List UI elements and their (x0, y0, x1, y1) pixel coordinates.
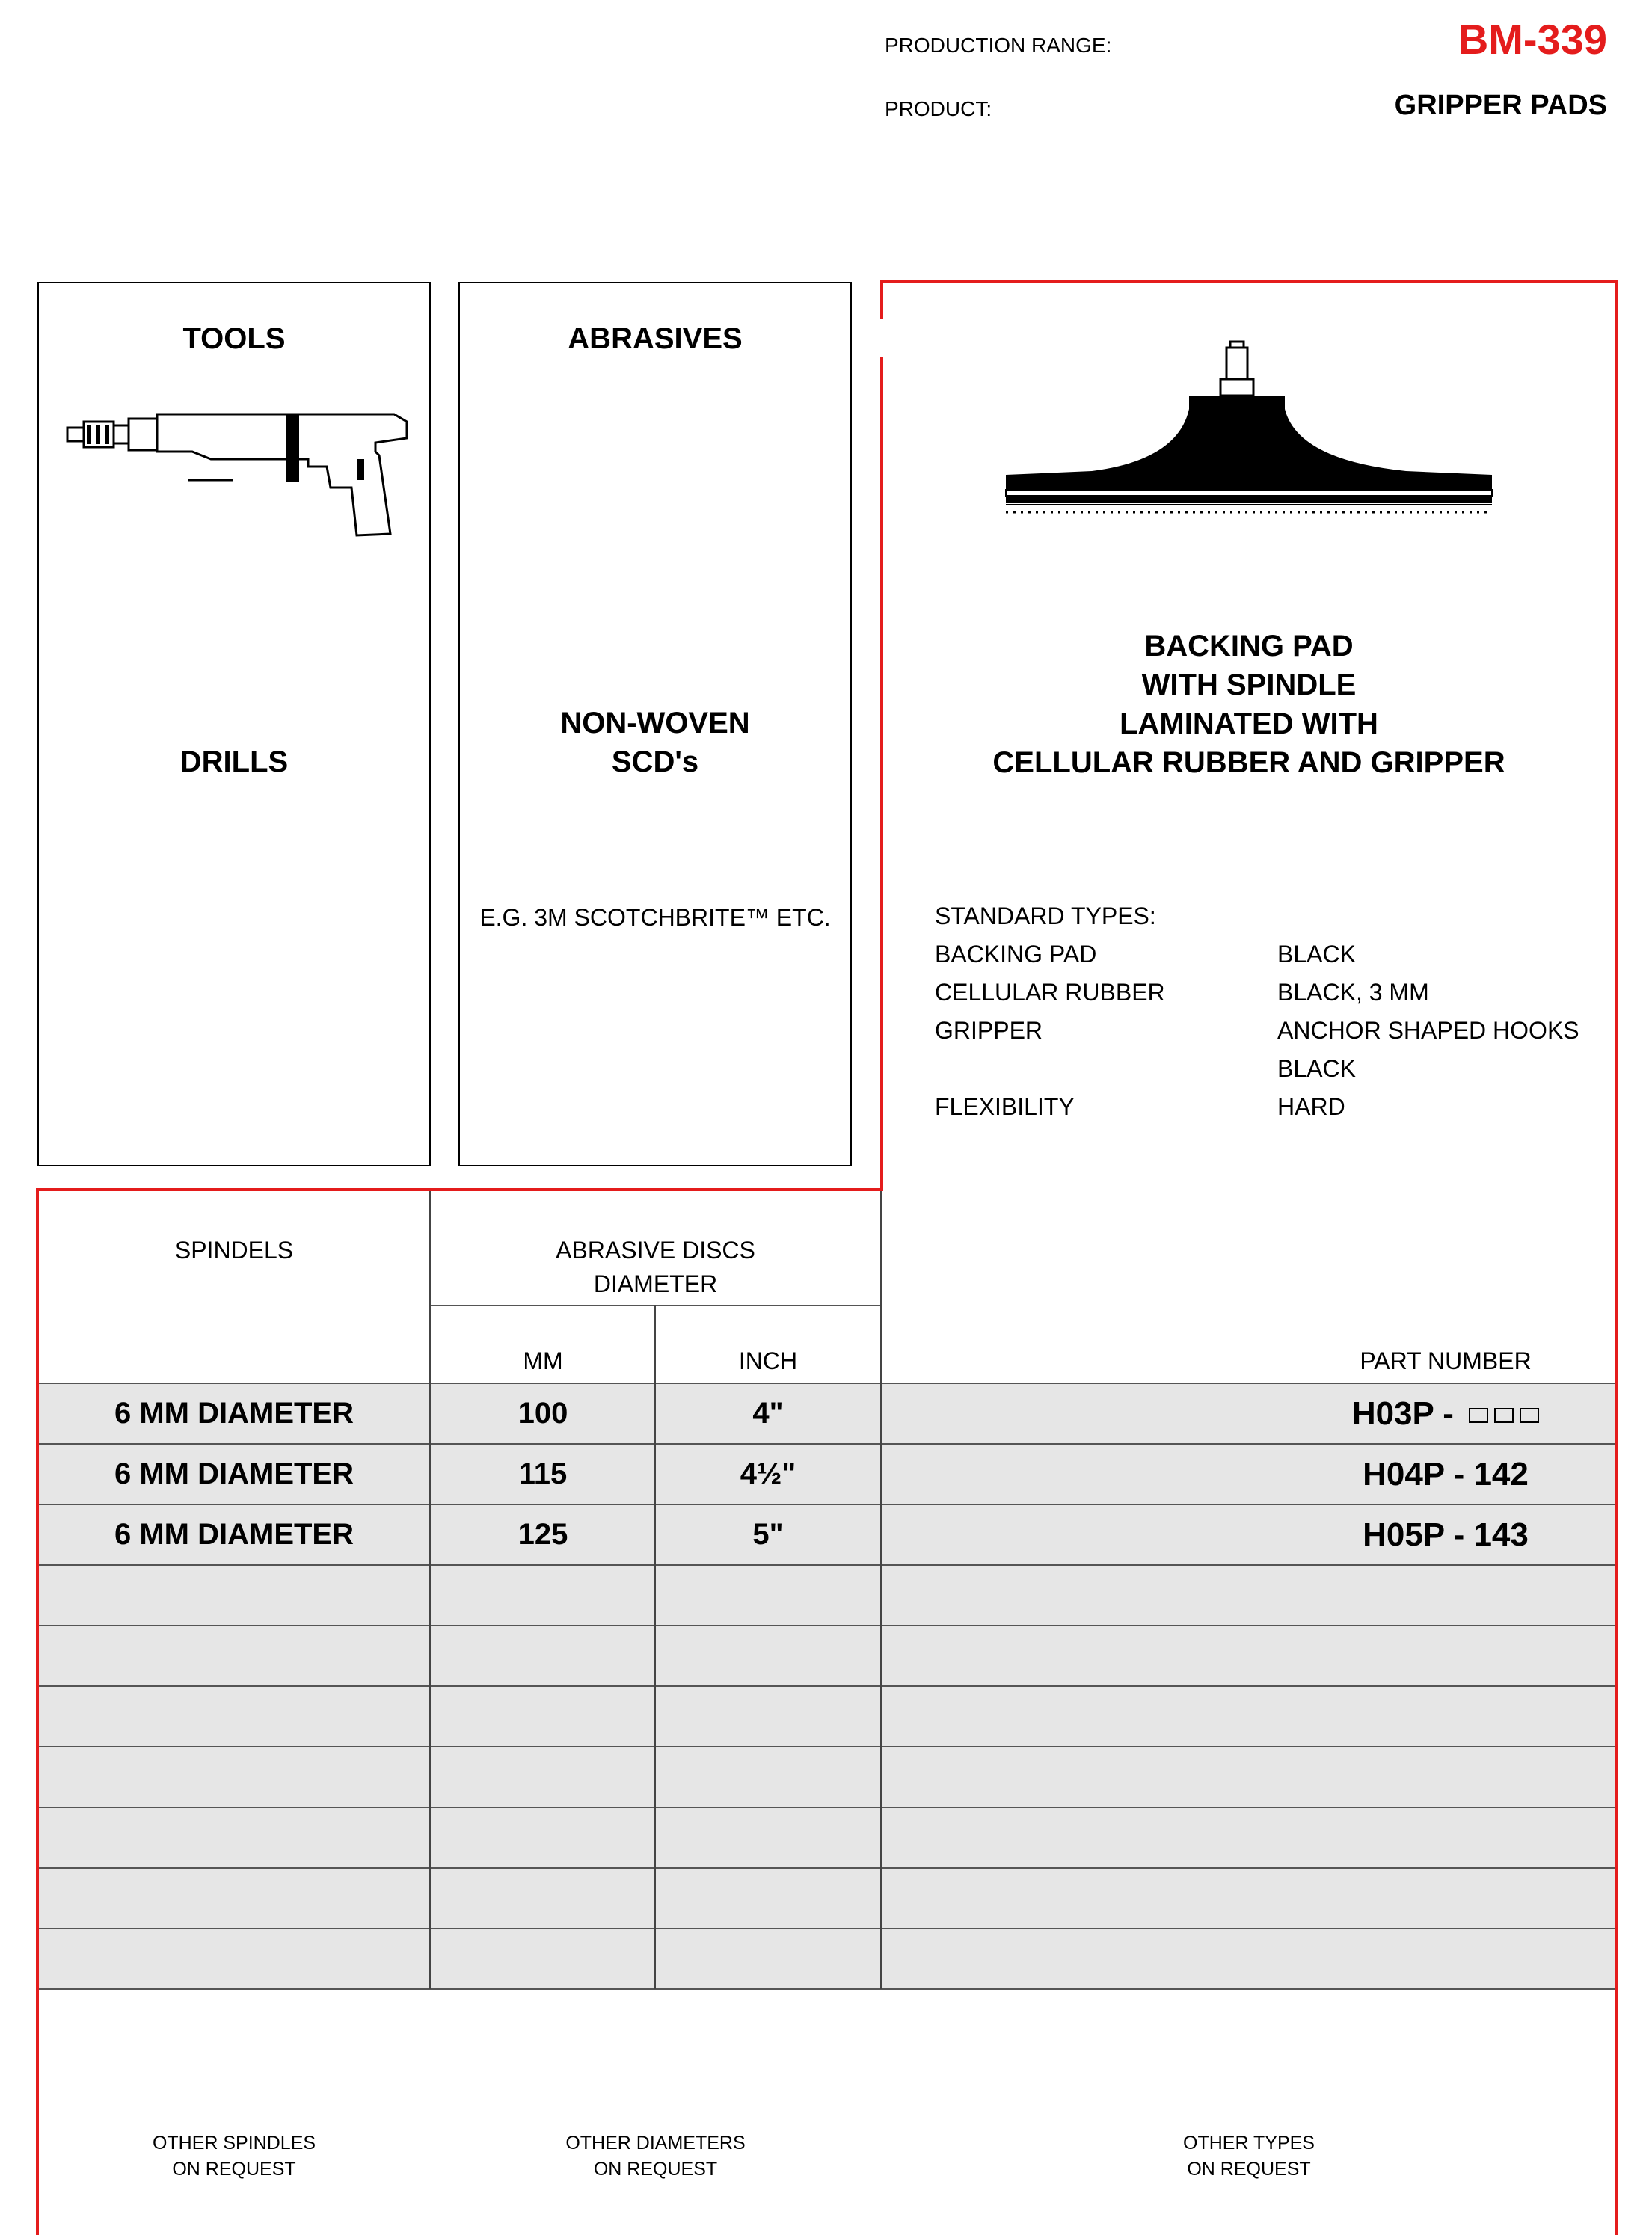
grid-line (39, 1685, 1615, 1687)
grid-line (39, 1746, 1615, 1747)
table-row (39, 1868, 1615, 1928)
frame-inner-left-upper (880, 280, 883, 319)
cell-spindle: 6 MM DIAMETER (114, 1397, 354, 1430)
drill-icon (61, 399, 450, 541)
product-desc-line2: WITH SPINDLE (1141, 668, 1357, 701)
cell-inch: 4" (752, 1397, 784, 1430)
abrasives-line1: NON-WOVEN (560, 707, 750, 740)
col-header-mm: MM (523, 1347, 563, 1374)
col-header-part: PART NUMBER (1360, 1347, 1532, 1374)
part-number-text: H03P - (1351, 1395, 1464, 1432)
col-header-discs-line1: ABRASIVE DISCS (556, 1237, 755, 1264)
cell-part: H04P - 142 (1363, 1456, 1529, 1492)
placeholder-box-icon (1494, 1408, 1514, 1423)
cell-mm: 115 (518, 1457, 568, 1490)
spec-label: CELLULAR RUBBER (935, 979, 1165, 1006)
table-row (39, 1747, 1615, 1807)
grid-line (39, 1928, 1615, 1929)
spec-label: BACKING PAD (935, 941, 1097, 968)
cell-part: H05P - 143 (1363, 1516, 1529, 1553)
cell-inch: 4½" (740, 1457, 796, 1490)
placeholder-box-icon (1469, 1408, 1488, 1423)
footer-spindles-line1: OTHER SPINDLES (152, 2133, 316, 2153)
product-name: GRIPPER PADS (1394, 90, 1607, 121)
table-row (39, 1928, 1615, 1989)
grid-vline (880, 1383, 882, 1989)
cell-mm: 100 (518, 1397, 568, 1430)
footer-types-line1: OTHER TYPES (1183, 2133, 1315, 2153)
cell-mm: 125 (518, 1518, 568, 1551)
header-vline-1 (429, 1191, 431, 1383)
spec-value: ANCHOR SHAPED HOOKS (1277, 1017, 1579, 1044)
col-header-inch: INCH (738, 1347, 798, 1374)
standard-types-label: STANDARD TYPES: (935, 903, 1156, 929)
table-row (39, 1807, 1615, 1868)
header-vline-3 (880, 1191, 882, 1383)
cell-spindle: 6 MM DIAMETER (114, 1518, 354, 1551)
placeholder-box-icon (1520, 1408, 1539, 1423)
table-row (39, 1686, 1615, 1747)
product-desc-line1: BACKING PAD (1144, 630, 1354, 662)
cell-part (1271, 1383, 1620, 1444)
cell-spindle: 6 MM DIAMETER (114, 1457, 354, 1490)
abrasives-title: ABRASIVES (568, 322, 743, 355)
spec-value: BLACK, 3 MM (1277, 979, 1429, 1006)
production-range-label: PRODUCTION RANGE: (885, 34, 1112, 57)
abrasives-line2: SCD's (611, 745, 699, 778)
table-row (39, 1565, 1615, 1626)
abrasives-example: E.G. 3M SCOTCHBRITE™ ETC. (479, 904, 831, 931)
tools-panel (37, 282, 431, 1166)
frame-middle (36, 1188, 883, 1191)
col-header-spindels: SPINDELS (174, 1237, 294, 1264)
header-vline-2 (654, 1305, 656, 1383)
product-desc-line3: LAMINATED WITH (1120, 707, 1378, 740)
spec-value: BLACK (1277, 941, 1356, 968)
footer-spindles-line2: ON REQUEST (172, 2159, 296, 2180)
footer-diameters-line2: ON REQUEST (593, 2159, 718, 2180)
grid-line (39, 1867, 1615, 1869)
spec-label: GRIPPER (935, 1017, 1043, 1044)
cell-inch: 5" (752, 1518, 784, 1551)
footer-diameters-line1: OTHER DIAMETERS (565, 2133, 746, 2153)
spec-value: HARD (1277, 1093, 1345, 1120)
spec-value: BLACK (1277, 1055, 1356, 1082)
col-header-discs-line2: DIAMETER (593, 1270, 718, 1297)
abrasives-panel (458, 282, 852, 1166)
grid-line (39, 1625, 1615, 1626)
production-range-code: BM-339 (1458, 16, 1607, 63)
product-desc-line4: CELLULAR RUBBER AND GRIPPER (992, 746, 1505, 779)
tools-name: DRILLS (179, 745, 289, 778)
product-label: PRODUCT: (885, 97, 992, 120)
grid-line (39, 1807, 1615, 1808)
grid-line (39, 1988, 1615, 1990)
frame-top (880, 280, 1618, 283)
footer-types-line2: ON REQUEST (1187, 2159, 1311, 2180)
spec-label: FLEXIBILITY (935, 1093, 1075, 1120)
table-row (39, 1626, 1615, 1686)
backing-pad-icon (1002, 340, 1496, 527)
tools-title: TOOLS (182, 322, 286, 355)
